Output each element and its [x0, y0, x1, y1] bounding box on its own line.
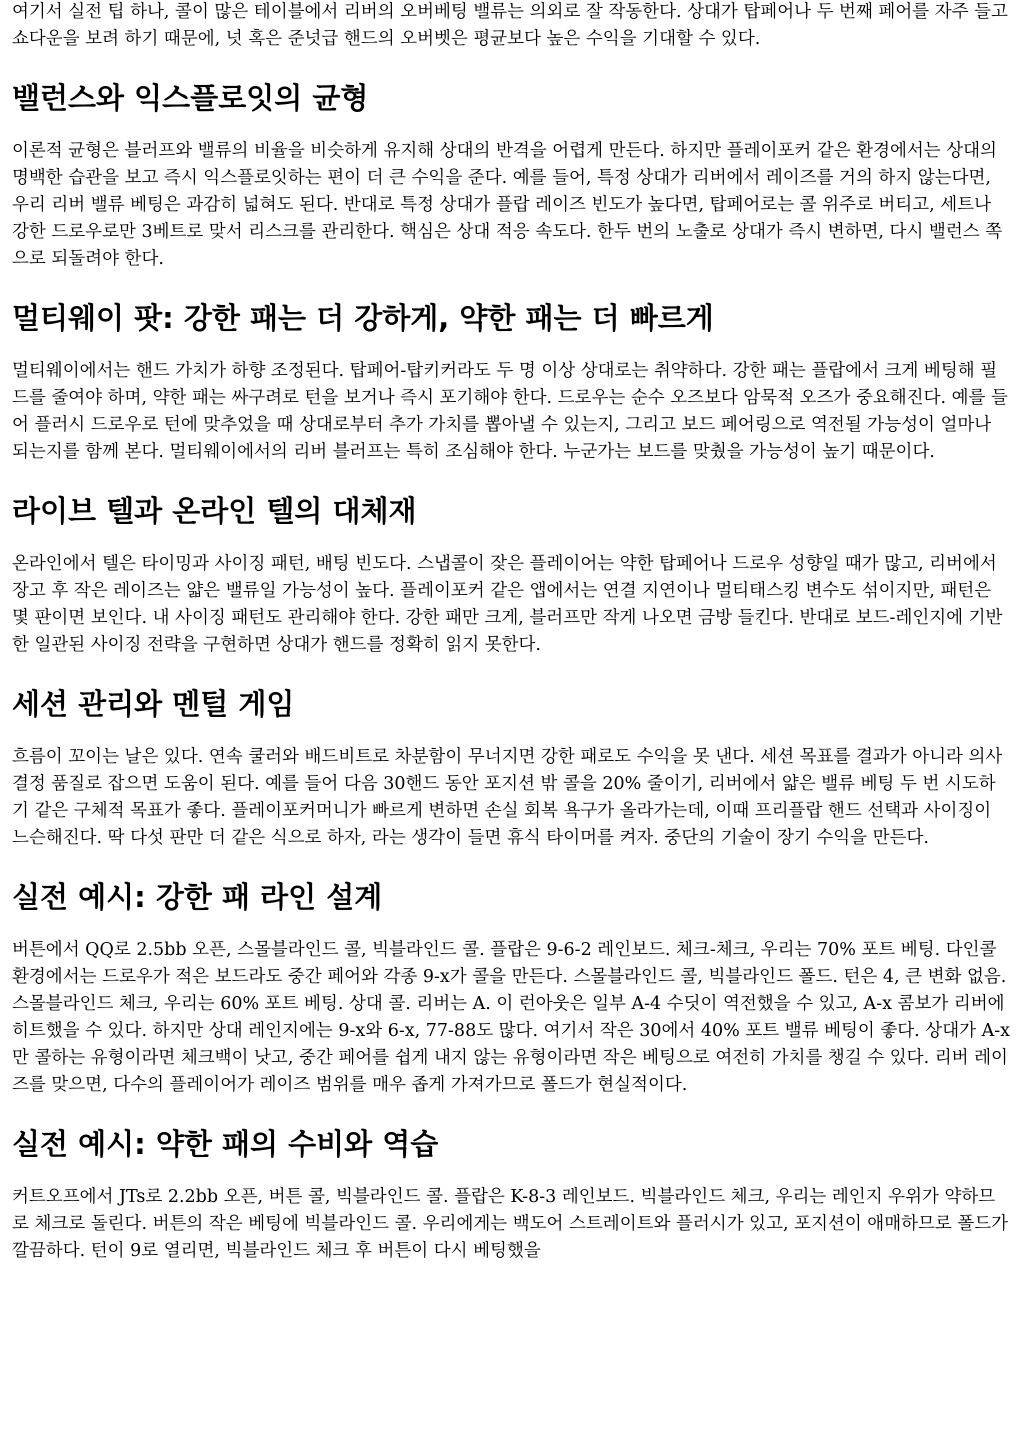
- heading-session-mental: 세션 관리와 멘털 게임: [12, 687, 295, 721]
- heading-balance-exploit: 밸런스와 익스플로잇의 균형: [12, 81, 369, 115]
- paragraph-live-online-tells: 온라인에서 텔은 타이밍과 사이징 패턴, 배팅 빈도다. 스냅콜이 잦은 플레이어는 약한 탑페어나 드로우 성향일 때가 많고, 리버에서 장고 후 작은 레이즈는 얇은 밸류일 가능성이 높다. 플레이포커 같은 앱에서는 연결 지연이나 멀티태스킹 변수도 섞이지만, 패턴은 몇 판이면 보인다. 내 사이징 패턴도 관리해야 한다. 강한 패만 크게, 블러프만 작게 나오면 금방 들킨다. 반대로 보드-레인지에 기반한 일관된 사이징 전략을 구현하면 상대가 핸드를 정확히 읽지 못한다.: [12, 554, 1003, 655]
- paragraph-overbet-tip: 여기서 실전 팁 하나, 콜이 많은 테이블에서 리버의 오버베팅 밸류는 의외로 잘 작동한다. 상대가 탑페어나 두 번째 페어를 자주 들고 쇼다운을 보려 하기 때문에, 넛 혹은 준넛급 핸드의 오버벳은 평균보다 높은 수익을 기대할 수 있다.: [12, 2, 1008, 49]
- paragraph-session-mental: 흐름이 꼬이는 날은 있다. 연속 쿨러와 배드비트로 차분함이 무너지면 강한 패로도 수익을 못 낸다. 세션 목표를 결과가 아니라 의사결정 품질로 잡으면 도움이 된다. 예를 들어 다음 30핸드 동안 포지션 밖 콜을 20% 줄이기, 리버에서 얇은 밸류 베팅 두 번 시도하기 같은 구체적 목표가 좋다. 플레이포커머니가 빠르게 변하면 손실 회복 욕구가 올라가는데, 이때 프리플랍 핸드 선택과 사이징이 느슨해진다. 딱 다섯 판만 더 같은 식으로 하자, 라는 생각이 들면 휴식 타이머를 켜자. 중단의 기술이 장기 수익을 만든다.: [12, 747, 1003, 848]
- heading-weak-hand-defense: 실전 예시: 약한 패의 수비와 역습: [12, 1127, 439, 1161]
- heading-multiway-pot: 멀티웨이 팟: 강한 패는 더 강하게, 약한 패는 더 빠르게: [12, 301, 714, 335]
- heading-live-online-tells: 라이브 텔과 온라인 텔의 대체재: [12, 494, 417, 528]
- paragraph-multiway-pot: 멀티웨이에서는 핸드 가치가 하향 조정된다. 탑페어-탑키커라도 두 명 이상 상대로는 취약하다. 강한 패는 플랍에서 크게 베팅해 필드를 줄여야 하며, 약한 패는 싸구려로 턴을 보거나 즉시 포기해야 한다. 드로우는 순수 오즈보다 암묵적 오즈가 중요해진다. 예를 들어 플러시 드로우로 턴에 맞추었을 때 상대로부터 추가 가치를 뽑아낼 수 있는지, 그리고 보드 페어링으로 역전될 가능성이 얼마나 되는지를 함께 본다. 멀티웨이에서의 리버 블러프는 특히 조심해야 한다. 누군가는 보드를 맞췄을 가능성이 높기 때문이다.: [12, 361, 1008, 462]
- paragraph-weak-hand-defense: 커트오프에서 JTs로 2.2bb 오픈, 버튼 콜, 빅블라인드 콜. 플랍은 K-8-3 레인보드. 빅블라인드 체크, 우리는 레인지 우위가 약하므로 체크로 돌린다. 버튼의 작은 베팅에 빅블라인드 콜. 우리에게는 백도어 스트레이트와 플러시가 있고, 포지션이 애매하므로 폴드가 깔끔하다. 턴이 9로 열리면, 빅블라인드 체크 후 버튼이 다시 베팅했을: [12, 1187, 1009, 1261]
- paragraph-strong-hand-line: 버튼에서 QQ로 2.5bb 오픈, 스몰블라인드 콜, 빅블라인드 콜. 플랍은 9-6-2 레인보드. 체크-체크, 우리는 70% 포트 베팅. 다인콜 환경에서는 드로우가 적은 보드라도 중간 페어와 각종 9-x가 콜을 만든다. 스몰블라인드 콜, 빅블라인드 폴드. 턴은 4, 큰 변화 없음. 스몰블라인드 체크, 우리는 60% 포트 베팅. 상대 콜. 리버는 A. 이 런아웃은 일부 A-4 수딧이 역전했을 수 있고, A-x 콤보가 리버에 히트했을 수 있다. 하지만 상대 레인지에는 9-x와 6-x, 77-88도 많다. 여기서 작은 30에서 40% 포트 밸류 베팅이 좋다. 상대가 A-x만 콜하는 유형이라면 체크백이 낫고, 중간 페어를 쉽게 내지 않는 유형이라면 작은 베팅으로 여전히 가치를 챙길 수 있다. 리버 레이즈를 맞으면, 다수의 플레이어가 레이즈 범위를 매우 좁게 가져가므로 폴드가 현실적이다.: [12, 940, 1011, 1095]
- article-body: [12, 0, 1012, 1265]
- heading-strong-hand-line: 실전 예시: 강한 패 라인 설계: [12, 880, 383, 914]
- paragraph-balance-exploit: 이론적 균형은 블러프와 밸류의 비율을 비슷하게 유지해 상대의 반격을 어렵게 만든다. 하지만 플레이포커 같은 환경에서는 상대의 명백한 습관을 보고 즉시 익스플로잇하는 편이 더 큰 수익을 준다. 예를 들어, 특정 상대가 리버에서 레이즈를 거의 하지 않는다면, 우리 리버 밸류 베팅은 과감히 넓혀도 된다. 반대로 특정 상대가 플랍 레이즈 빈도가 높다면, 탑페어로는 콜 위주로 버티고, 세트나 강한 드로우로만 3베트로 맞서 리스크를 관리한다. 핵심은 상대 적응 속도다. 한두 번의 노출로 상대가 즉시 변하면, 다시 밸런스 쪽으로 되돌려야 한다.: [12, 141, 1003, 269]
